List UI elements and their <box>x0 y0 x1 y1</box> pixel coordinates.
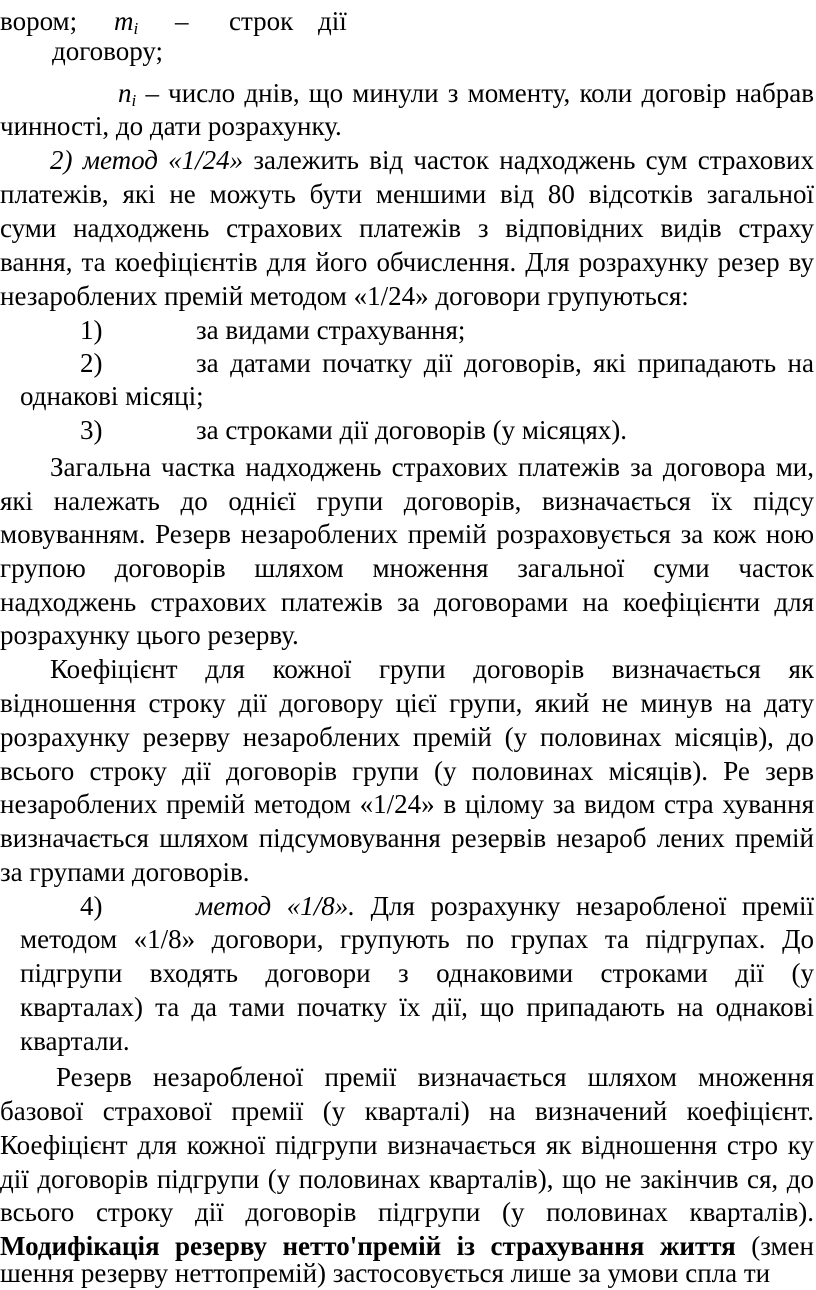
text-fragment: залежить від часток надходжень сум страхових <box>243 145 814 175</box>
text-fragment: договору; <box>52 36 163 66</box>
list-text: Для розрахунку незаробленої премії <box>355 891 814 921</box>
text-line <box>20 1024 800 1058</box>
text-line <box>0 1094 814 1128</box>
text-fragment: підгрупи входять договори з однаковими строками дії (у <box>20 958 814 988</box>
text-line <box>50 143 814 177</box>
text-line <box>0 517 814 551</box>
text-fragment: Загальна частка надходжень страхових платежів за договора ми, <box>50 452 814 482</box>
text-fragment: розрахунку цього резерву. <box>0 620 299 650</box>
text-fragment: надходжень страхових платежів за договорами на коефіцієнти для <box>0 587 814 617</box>
list-item <box>0 346 816 380</box>
method-name: метод «1/8». <box>196 891 356 921</box>
text-fragment: Коефіцієнт для кожної групи договорів визначається як <box>50 654 814 684</box>
text-line <box>0 1195 814 1229</box>
text-fragment: базової страхової премії (у кварталі) на визначений коефіцієнт. <box>0 1096 814 1126</box>
variable-subscript: i <box>131 91 137 110</box>
list-number: 2) <box>50 145 73 175</box>
text-line <box>0 1128 814 1162</box>
text-line <box>118 76 814 110</box>
list-text: за датами початку дії договорів, які припадають на <box>196 348 814 378</box>
text-fragment: однакові місяці; <box>20 381 204 411</box>
list-number: 4) <box>80 891 103 921</box>
list-text: за видами страхування; <box>196 315 466 345</box>
text-line <box>0 821 814 855</box>
text-line <box>0 177 814 211</box>
variable-symbol: m <box>114 6 134 36</box>
text-line <box>0 551 814 585</box>
text-fragment: – <box>175 6 189 36</box>
text-fragment: кварталах) та да тами початку їх дії, що припадають на однакові <box>20 992 814 1022</box>
section-heading: Модифікація резерву нетто'премій із страхування життя <box>0 1231 736 1261</box>
text-line <box>0 245 814 279</box>
text-line <box>0 618 816 652</box>
text-fragment: відношення строку дії договору цієї групи, який не минув на дату <box>0 688 814 718</box>
variable-subscript: i <box>133 19 139 38</box>
text-fragment: квартали. <box>20 1026 130 1056</box>
variable-symbol: n <box>118 78 132 108</box>
text-line <box>0 754 814 788</box>
text-fragment: строк <box>229 6 294 36</box>
text-line <box>0 1162 814 1196</box>
text-fragment: всього строку дії договорів групи (у половинах місяців). Ре зерв <box>0 756 814 786</box>
text-fragment: визначається шляхом підсумовування резервів незароб лених премій <box>0 823 814 853</box>
list-text-wrap <box>196 346 814 380</box>
text-line <box>50 652 814 686</box>
method-name: метод «1/24» <box>82 145 244 175</box>
text-line <box>0 720 814 754</box>
text-fragment: всього строку дії договорів підгрупи (у половинах кварталів). <box>0 1197 814 1227</box>
text-line <box>0 787 814 821</box>
text-fragment: методом «1/8» договори, групують по групах та підгрупах. До <box>20 924 814 954</box>
text-fragment: – число днів, що минули з моменту, коли договір набрав <box>136 78 814 108</box>
text-fragment: дії договорів підгрупи (у половинах кварталів), що не закінчив ся, до <box>0 1164 814 1194</box>
list-text: за строками дії договорів (у місяцях). <box>196 415 628 445</box>
text-fragment: які належать до однієї групи договорів, визначається їх підсу <box>0 486 814 516</box>
text-line <box>0 279 816 313</box>
text-line <box>20 922 814 956</box>
text-fragment: Резерв незаробленої премії визначається шляхом множення <box>56 1062 814 1092</box>
text-line <box>0 109 816 143</box>
text-fragment: чинності, до дати розрахунку. <box>0 111 342 141</box>
list-number: 3) <box>80 415 103 445</box>
text-fragment: шення резерву неттопремій) застосовується лише за умови спла ти <box>0 1258 771 1288</box>
text-line <box>0 1256 816 1290</box>
text-fragment: незароблених премій методом «1/24» договори групуються: <box>0 281 689 311</box>
text-fragment: платежів, які не можуть бути меншими від 80 відсотків загальної <box>0 179 814 209</box>
text-fragment: Коефіцієнт для кожної підгрупи визначається як відношення стро ку <box>0 1130 814 1160</box>
text-fragment: вором; <box>0 6 78 36</box>
text-fragment: (змен <box>735 1231 814 1261</box>
text-line <box>0 585 814 619</box>
text-fragment: за групами договорів. <box>0 857 250 887</box>
text-line <box>20 379 800 413</box>
text-line <box>52 34 752 68</box>
text-line <box>20 956 814 990</box>
list-number: 1) <box>80 315 103 345</box>
text-fragment: вання, та коефіцієнтів для його обчислення. Для розрахунку резер ву <box>0 247 814 277</box>
list-item <box>0 313 816 347</box>
list-item <box>0 889 816 923</box>
text-fragment: мовуванням. Резерв незароблених премій розраховується за кож ною <box>0 519 814 549</box>
text-line <box>56 1060 814 1094</box>
text-line <box>0 855 816 889</box>
text-fragment: незароблених премій методом «1/24» в цілому за видом стра хування <box>0 789 814 819</box>
text-line <box>0 211 814 245</box>
text-line <box>0 484 814 518</box>
text-line <box>0 4 816 38</box>
formula-variable <box>114 4 138 38</box>
text-line <box>0 686 814 720</box>
text-fragment: розрахунку резерву незароблених премій (у половинах місяців), до <box>0 722 814 752</box>
list-item <box>0 413 816 447</box>
text-fragment: групою договорів шляхом множення загальної суми часток <box>0 553 814 583</box>
text-fragment: дії <box>318 6 347 36</box>
text-line <box>20 990 814 1024</box>
list-text-wrap <box>196 889 814 923</box>
text-fragment: суми надходжень страхових платежів з відповідних видів страху <box>0 213 814 243</box>
list-number: 2) <box>80 348 103 378</box>
text-line <box>50 450 814 484</box>
